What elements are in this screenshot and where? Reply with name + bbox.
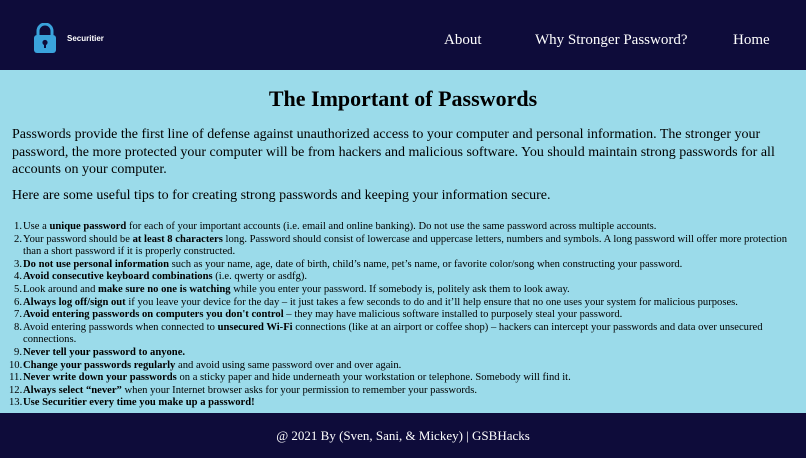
list-item: 9. Never tell your password to anyone.	[9, 347, 806, 360]
tip-number: 1.	[14, 221, 22, 232]
lock-icon[interactable]	[33, 23, 57, 53]
list-item: 7. Avoid entering passwords on computers you don't control – they may have malicious software installed to purposely steal your password.	[9, 309, 806, 322]
tip-number: 7.	[14, 309, 22, 321]
main-content	[0, 70, 806, 413]
footer-text: @ 2021 By (Sven, Sani, & Mickey) | GSBHacks	[276, 428, 530, 443]
list-item: 11. Never write down your passwords on a sticky paper and hide underneath your workstation or telephone. Somebody will find it.	[9, 372, 571, 384]
tip-number: 9.	[14, 346, 22, 358]
list-item: 2. Your password should be at least 8 characters long. Password should consist of lowercase and uppercase letters, numbers and symbols. A long password will offer more protection than a short password if it is properly constructed.	[9, 234, 806, 259]
tip-number: 4.	[14, 271, 22, 283]
tip-number: 13.	[9, 397, 23, 409]
brand-name[interactable]: Securitier	[67, 34, 104, 43]
list-item: 8. Avoid entering passwords when connected to unsecured Wi-Fi connections (like at an airport or coffee shop) – hackers can intercept your passwords and data over unsecured connections.	[9, 322, 806, 347]
site-header	[0, 0, 806, 70]
nav-about-link[interactable]: About	[444, 32, 482, 48]
nav-why-stronger-password-link[interactable]: Why Stronger Password?	[535, 32, 688, 48]
tip-number: 2.	[14, 233, 22, 245]
tip-number: 5.	[14, 283, 22, 295]
page-title: The Important of Passwords	[268, 86, 538, 111]
tip-number: 3.	[14, 258, 22, 270]
list-item: 10. Change your passwords regularly and avoid using same password over and over again.	[9, 359, 402, 371]
list-item: 13. Use Securitier every time you make up a password!	[9, 397, 255, 409]
list-item: 5. Look around and make sure no one is watching while you enter your password. If somebody is, politely ask them to look away.	[9, 284, 806, 297]
list-item: 12. Always select “never” when your Internet browser asks for your permission to remember your passwords.	[9, 384, 477, 396]
tip-number: 12.	[9, 384, 23, 396]
tips-intro: Here are some useful tips to for creating strong passwords and keeping your information secure.	[12, 188, 551, 203]
tip-number: 6.	[14, 296, 22, 308]
list-item: 6. Always log off/sign out if you leave your device for the day – it just takes a few seconds to do and it’ll help ensure that no one uses your system for malicious purposes.	[9, 297, 806, 310]
intro-paragraph: Passwords provide the first line of defense against unauthorized access to your computer and personal information. The stronger your password, the more protected your computer will be from hackers and malicious software. You should maintain strong passwords for all accounts on your computer.	[12, 127, 775, 177]
tips-list	[9, 221, 806, 410]
list-item: 3. Do not use personal information such as your name, age, date of birth, child’s name, pet’s name, or favorite color/song when constructing your password.	[9, 259, 806, 272]
site-footer	[0, 413, 806, 458]
tip-number: 8.	[14, 321, 22, 333]
nav-home-link[interactable]: Home	[733, 32, 770, 48]
tip-number: 10.	[9, 359, 23, 371]
list-item: 4. Avoid consecutive keyboard combinations (i.e. qwerty or asdfg).	[9, 271, 806, 284]
tip-number: 11.	[9, 372, 22, 384]
list-item: 1. Use a unique password for each of your important accounts (i.e. email and online banking). Do not use the same password across multiple accounts.	[9, 221, 806, 234]
